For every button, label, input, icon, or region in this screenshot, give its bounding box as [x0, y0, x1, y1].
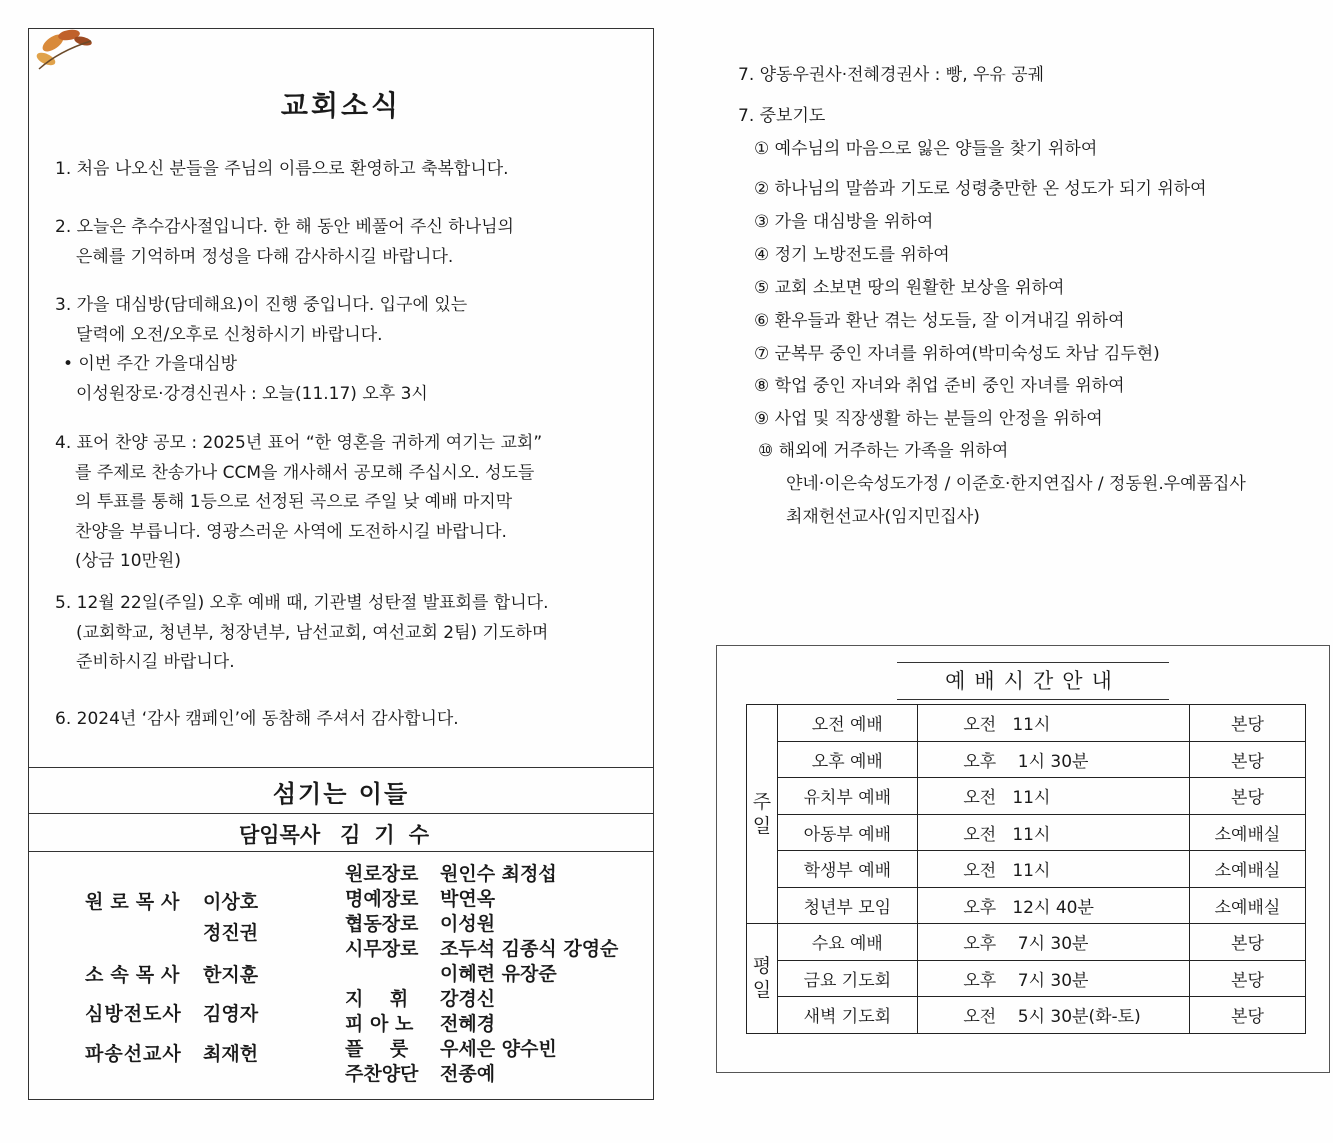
staff-role: 원로목사 — [85, 891, 187, 913]
staff-role: 원로장로 — [345, 863, 419, 885]
staff-row — [85, 918, 385, 954]
staff-row — [85, 999, 385, 1035]
prayer-item: ② 하나님의 말씀과 기도로 성령충만한 온 성도가 되기 위하여 — [754, 179, 1207, 199]
prayer-item: ③ 가을 대심방을 위하여 — [754, 212, 934, 232]
prayer-item: ⑦ 군복무 중인 자녀를 위하여(박미숙성도 차남 김두현) — [754, 344, 1160, 364]
service-time — [917, 778, 1189, 815]
staff-role: 협동장로 — [345, 913, 419, 935]
news-line: 6. 2024년 ‘감사 캠페인’에 동참해 주셔서 감사합니다. — [55, 709, 459, 729]
service-time — [917, 851, 1189, 888]
prayer-item: ⑨ 사업 및 직장생활 하는 분들의 안정을 위하여 — [754, 409, 1103, 429]
news-line: 의 투표를 통해 1등으로 선정된 곡으로 주일 낮 예배 마지막 — [75, 492, 513, 512]
service-place: 본당 — [1189, 924, 1305, 961]
service-place: 본당 — [1189, 960, 1305, 997]
staff-name: 조두석 김종식 강영순 — [440, 938, 619, 960]
staff-name: 우세은 양수빈 — [440, 1038, 557, 1060]
service-time-text: 오후 7시 30분 — [963, 970, 1089, 991]
news-line: 은혜를 기억하며 정성을 다해 감사하시길 바랍니다. — [76, 246, 454, 267]
servers-title: 섬기는 이들 — [272, 780, 410, 808]
service-time — [917, 924, 1189, 961]
service-time — [917, 997, 1189, 1034]
service-name: 청년부 모임 — [777, 887, 917, 924]
service-place: 소예배실 — [1189, 851, 1305, 888]
service-place: 본당 — [1189, 997, 1305, 1034]
staff-name: 이혜련 유장준 — [440, 963, 557, 985]
service-time-text: 오전 11시 — [963, 824, 1051, 845]
news-line: 5. 12월 22일(주일) 오후 예배 때, 기관별 성탄절 발표회를 합니다. — [55, 593, 549, 613]
news-line: 1. 처음 나오신 분들을 주님의 이름으로 환영하고 축복합니다. — [55, 159, 509, 179]
news-item — [55, 589, 633, 678]
schedule-group-label: 주 일 — [747, 705, 778, 924]
staff-role: 심방전도사 — [85, 1003, 182, 1025]
schedule-row — [747, 705, 1306, 742]
news-line: 2. 오늘은 추수감사절입니다. 한 해 동안 베풀어 주신 하나님의 — [55, 217, 514, 237]
staff-name: 이성원 — [440, 913, 496, 935]
service-name: 새벽 기도회 — [777, 997, 917, 1034]
staff-role: 플 룻 — [345, 1038, 409, 1060]
service-time — [917, 814, 1189, 851]
senior-pastor — [29, 819, 653, 849]
service-name: 금요 기도회 — [777, 960, 917, 997]
service-name: 수요 예배 — [777, 924, 917, 961]
schedule-row — [747, 741, 1306, 778]
service-time — [917, 887, 1189, 924]
service-name: 오전 예배 — [777, 705, 917, 742]
schedule-row — [747, 887, 1306, 924]
service-time — [917, 960, 1189, 997]
staff-role: 명예장로 — [345, 888, 419, 910]
section-divider — [29, 813, 653, 814]
schedule-row — [747, 778, 1306, 815]
service-place: 본당 — [1189, 741, 1305, 778]
news-line: (교회학교, 청년부, 청장년부, 남선교회, 여선교회 2팀) 기도하며 — [76, 622, 549, 643]
service-time-text: 오후 12시 40분 — [963, 897, 1094, 918]
news-item — [55, 429, 633, 577]
news-line: 4. 표어 찬양 공모 : 2025년 표어 “한 영혼을 귀하게 여기는 교회” — [55, 433, 543, 453]
service-time — [917, 705, 1189, 742]
staff-name: 정진권 — [203, 922, 259, 944]
news-item — [55, 705, 633, 735]
staff-role: 피 아 노 — [345, 1013, 414, 1035]
service-time-text: 오전 11시 — [963, 861, 1051, 882]
service-time — [917, 741, 1189, 778]
news-line: 준비하시길 바랍니다. — [76, 652, 235, 672]
page-title: 교회소식 — [280, 89, 402, 122]
staff-role: 파송선교사 — [85, 1043, 182, 1065]
staff-name: 한지훈 — [203, 964, 259, 986]
news-line: 3. 가을 대심방(담데해요)이 진행 중입니다. 입구에 있는 — [55, 295, 468, 315]
prayer-item: ⑥ 환우들과 환난 겪는 성도들, 잘 이겨내길 위하여 — [754, 311, 1125, 331]
service-time-text: 오전 5시 30분(화-토) — [963, 1007, 1141, 1028]
church-news-panel — [28, 28, 654, 1100]
staff-name: 전종예 — [440, 1063, 496, 1085]
schedule-row — [747, 814, 1306, 851]
staff-role: 시무장로 — [345, 938, 419, 960]
prayer-title: 7. 중보기도 — [738, 106, 826, 126]
service-time-text: 오후 1시 30분 — [963, 751, 1089, 772]
news-line: 찬양을 부릅니다. 영광스러운 사역에 도전하시길 바랍니다. — [75, 521, 507, 542]
section-divider — [29, 767, 653, 768]
autumn-leaves-icon — [31, 21, 101, 81]
staff-name: 박연옥 — [440, 888, 496, 910]
staff-name: 전혜경 — [440, 1013, 496, 1035]
service-place: 소예배실 — [1189, 814, 1305, 851]
prayer-item: ⑩ 해외에 거주하는 가족을 위하여 — [758, 441, 1009, 461]
news-line: 이성원장로·강경신권사 : 오늘(11.17) 오후 3시 — [76, 383, 428, 404]
overseas-family: 얀네·이은숙성도가정 / 이준호·한지연집사 / 정동원.우예품집사 — [786, 474, 1246, 494]
staff-role: 지 휘 — [345, 988, 409, 1010]
staff-name: 원인수 최정섭 — [440, 863, 557, 885]
schedule-row — [747, 997, 1306, 1034]
staff-role: 소속목사 — [85, 964, 187, 986]
staff-name: 김영자 — [203, 1003, 259, 1025]
schedule-title: 예배시간안내 — [897, 662, 1169, 700]
prayer-item: ④ 정기 노방전도를 위하여 — [754, 245, 950, 265]
worship-schedule — [716, 645, 1330, 1073]
staff-role: 주찬양단 — [345, 1063, 419, 1085]
staff-row — [85, 960, 385, 996]
staff-name: 이상호 — [203, 891, 259, 913]
prayer-item: ⑧ 학업 중인 자녀와 취업 준비 중인 자녀를 위하여 — [754, 376, 1125, 396]
news-item — [55, 213, 633, 272]
schedule-row — [747, 851, 1306, 888]
staff-name: 강경신 — [440, 988, 496, 1010]
service-place: 소예배실 — [1189, 887, 1305, 924]
news-line: 를 주제로 찬송가나 CCM을 개사해서 공모해 주십시오. 성도들 — [75, 462, 535, 483]
service-name: 아동부 예배 — [777, 814, 917, 851]
schedule-row — [747, 924, 1306, 961]
news-item — [55, 291, 633, 409]
prayer-item: ① 예수님의 마음으로 잃은 양들을 찾기 위하여 — [754, 139, 1098, 159]
service-name: 오후 예배 — [777, 741, 917, 778]
service-time-text: 오전 11시 — [963, 715, 1051, 736]
news-line: (상금 10만원) — [75, 551, 181, 571]
news-item — [55, 155, 633, 185]
senior-pastor-name: 김기수 — [340, 823, 443, 847]
staff-name: 최재헌 — [203, 1043, 259, 1065]
section-divider — [29, 851, 653, 852]
staff-row — [85, 1039, 385, 1075]
service-name: 학생부 예배 — [777, 851, 917, 888]
service-place: 본당 — [1189, 778, 1305, 815]
overseas-family: 최재헌선교사(임지민집사) — [786, 507, 980, 527]
service-time-text: 오후 7시 30분 — [963, 934, 1089, 955]
schedule-table — [746, 704, 1306, 1034]
service-time-text: 오전 11시 — [963, 788, 1051, 809]
schedule-row — [747, 960, 1306, 997]
news-line: • 이번 주간 가을대심방 — [63, 354, 238, 374]
news-line: 달력에 오전/오후로 신청하시기 바랍니다. — [76, 324, 383, 345]
senior-pastor-role: 담임목사 — [238, 823, 321, 847]
schedule-group-label: 평 일 — [747, 924, 778, 1034]
service-name: 유치부 예배 — [777, 778, 917, 815]
offering-note: 7. 양동우권사·전혜경권사 : 빵, 우유 공궤 — [738, 65, 1045, 85]
service-place: 본당 — [1189, 705, 1305, 742]
prayer-item: ⑤ 교회 소보면 땅의 원활한 보상을 위하여 — [754, 278, 1065, 298]
